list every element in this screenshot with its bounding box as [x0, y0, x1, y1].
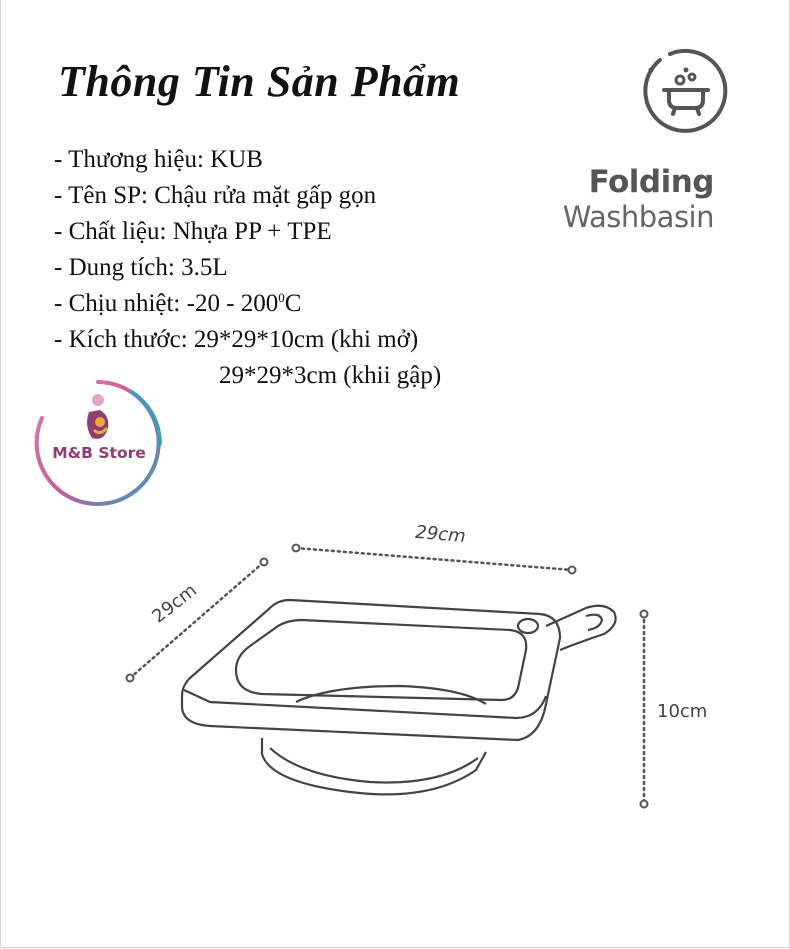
spec-capacity: - Dung tích: 3.5L [54, 254, 228, 281]
page-title: Thông Tin Sản Phẩm [58, 57, 461, 106]
spec-size-folded: 29*29*3cm (khii gập) [219, 362, 442, 389]
dimension-line-height [641, 611, 648, 808]
spec-brand: - Thương hiệu: KUB [54, 146, 263, 173]
spec-material: - Chất liệu: Nhựa PP + TPE [54, 218, 332, 245]
dimension-label-top: 29cm [414, 521, 467, 548]
spec-heat-unit: C [284, 290, 302, 317]
spec-heat [54, 286, 441, 322]
store-logo-text: M&B Store [52, 444, 146, 462]
product-label-washbasin: Washbasin [562, 200, 714, 234]
dimension-diagram [0, 500, 790, 840]
store-logo [34, 378, 164, 508]
dimension-line-side [127, 559, 268, 682]
basin-illustration [182, 600, 616, 794]
spec-size-open: - Kích thước: 29*29*10cm (khi mở) [54, 326, 419, 353]
dimension-line-top [293, 545, 576, 574]
spec-heat-text: - Chịu nhiệt: -20 - 200 [54, 290, 279, 317]
washbasin-icon [640, 46, 732, 138]
spec-heat-degree: 0 [278, 290, 285, 305]
dimension-label-side: 29cm [148, 579, 201, 628]
spec-name: - Tên SP: Chậu rửa mặt gấp gọn [54, 182, 377, 209]
product-label-folding: Folding [588, 164, 714, 200]
spec-list [54, 142, 441, 394]
dimension-label-height: 10cm [657, 701, 708, 722]
